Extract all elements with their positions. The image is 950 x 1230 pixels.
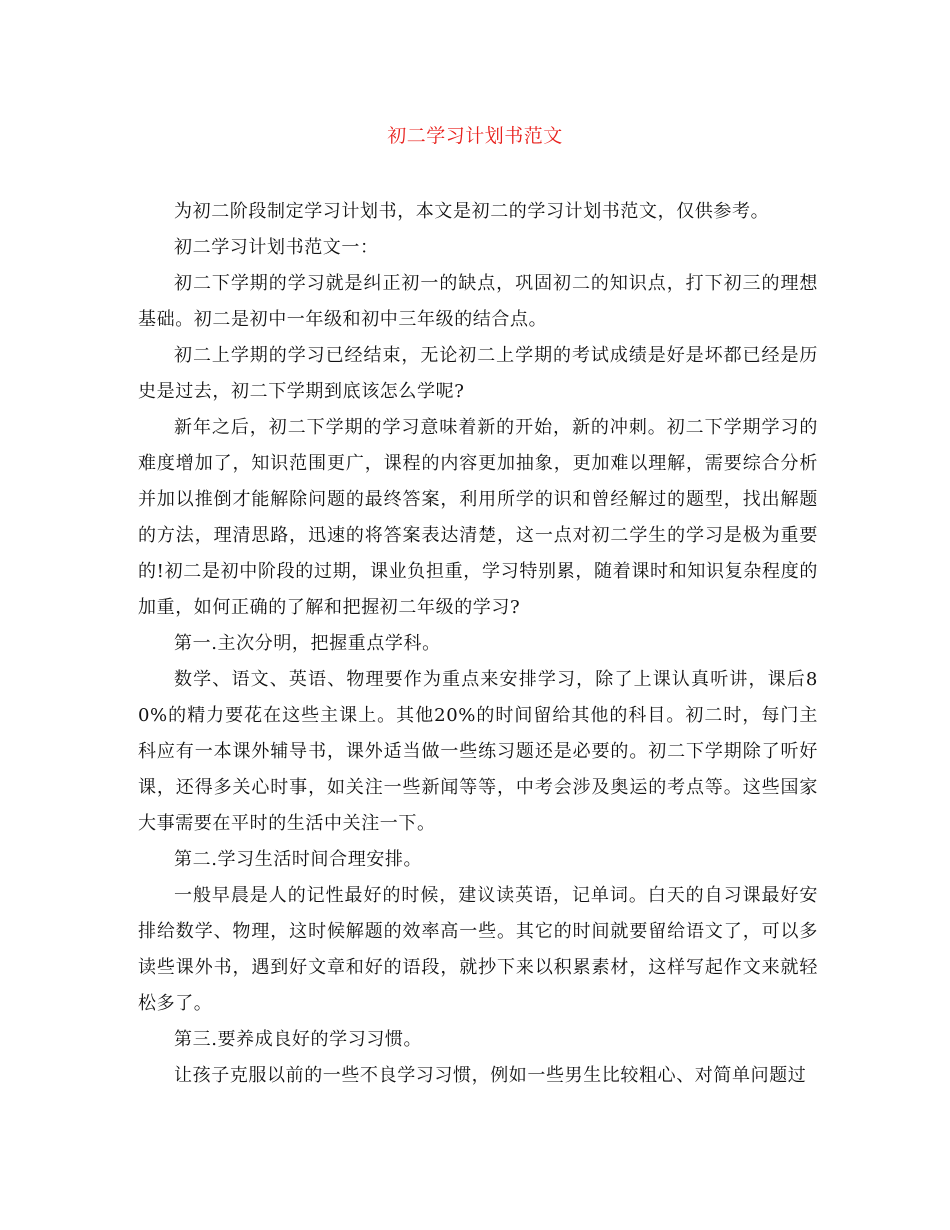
paragraph-heading-point-one: 第一.主次分明，把握重点学科。 — [174, 633, 441, 654]
paragraph: 数学、语文、英语、物理要作为重点来安排学习，除了上课认真听讲，课后80%的精力要花在这些主课上。其他20%的时间留给其他的科目。初二时，每门主科应有一本课外辅导书，课外适当做一些练习题还是必要的。初二下学期除了听好课，还得多关心时事，如关注一些新闻等等，中考会涉及奥运的考点等。这些国家大事需要在平时的生活中关注一下。 — [138, 669, 818, 834]
paragraph: 一般早晨是人的记性最好的时候，建议读英语，记单词。白天的自习课最好安排给数学、物理，这时候解题的效率高一些。其它的时间就要留给语文了，可以多读些课外书，遇到好文章和好的语段，就抄下来以积累素材，这样写起作文来就轻松多了。 — [138, 885, 818, 1014]
paragraph-intro: 为初二阶段制定学习计划书，本文是初二的学习计划书范文，仅供参考。 — [174, 201, 770, 222]
paragraph: 新年之后，初二下学期的学习意味着新的开始，新的冲刺。初二下学期学习的难度增加了，知识范围更广，课程的内容更加抽象，更加难以理解，需要综合分析并加以推倒才能解除问题的最终答案，利用所学的识和曾经解过的题型，找出解题的方法，理清思路，迅速的将答案表达清楚，这一点对初二学生的学习是极为重要的!初二是初中阶段的过期，课业负担重，学习特别累，随着课时和知识复杂程度的加重，如何正确的了解和把握初二年级的学习? — [138, 417, 818, 618]
paragraph-heading-point-two: 第二.学习生活时间合理安排。 — [174, 849, 423, 870]
paragraph: 初二上学期的学习已经结束，无论初二上学期的考试成绩是好是坏都已经是历史是过去，初二下学期到底该怎么学呢? — [138, 345, 818, 402]
document-body — [138, 194, 818, 1094]
paragraph-heading-point-three: 第三.要养成良好的学习习惯。 — [174, 1029, 423, 1050]
document-title: 初二学习计划书范文 — [387, 125, 563, 147]
paragraph: 让孩子克服以前的一些不良学习习惯，例如一些男生比较粗心、对简单问题过 — [174, 1065, 807, 1086]
paragraph-heading-sample-one: 初二学习计划书范文一： — [174, 237, 379, 258]
paragraph: 初二下学期的学习就是纠正初一的缺点，巩固初二的知识点，打下初三的理想基础。初二是初中一年级和初中三年级的结合点。 — [138, 273, 818, 330]
